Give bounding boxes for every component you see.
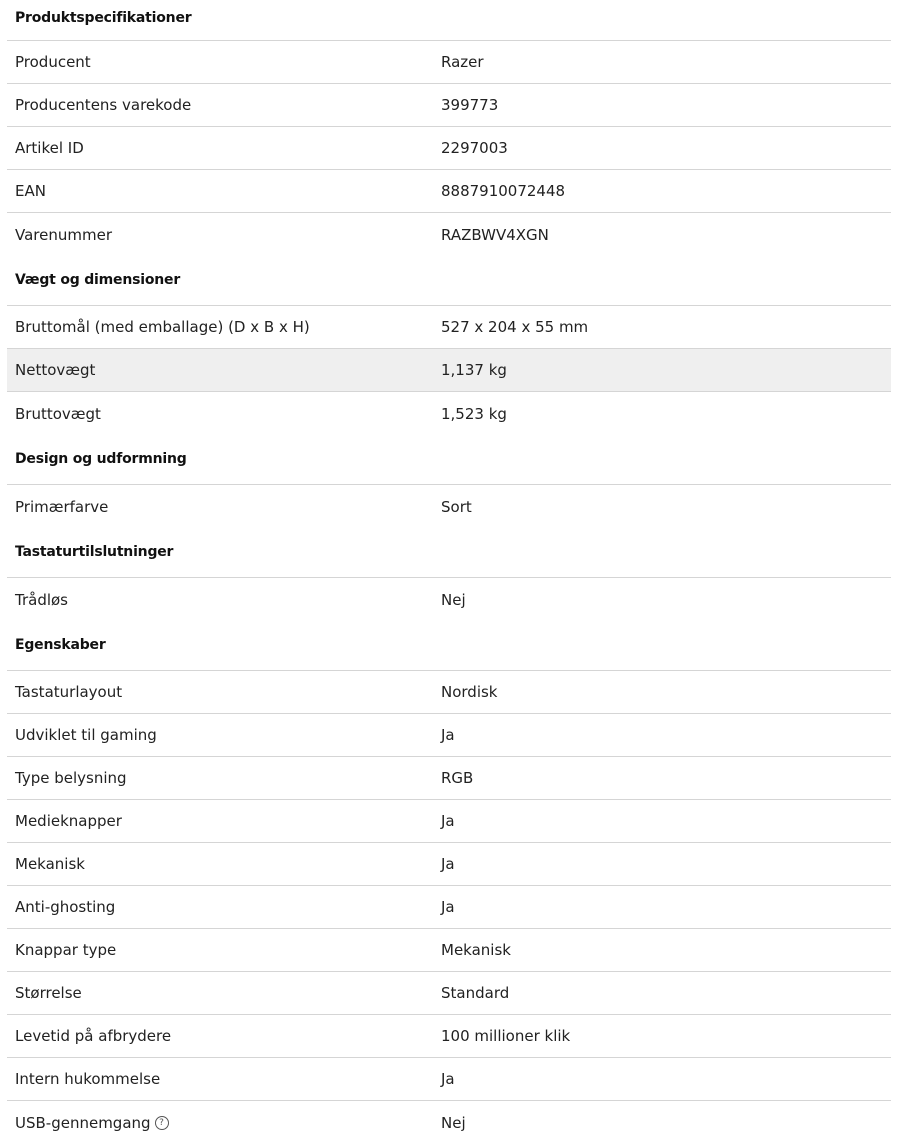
spec-row [7, 485, 891, 528]
spec-value: 527 x 204 x 55 mm [441, 318, 589, 336]
spec-value: Ja [441, 855, 455, 873]
spec-label: Tastaturlayout [15, 683, 123, 701]
spec-row [7, 392, 891, 435]
spec-label: Primærfarve [15, 497, 109, 516]
spec-value: Nej [441, 1113, 466, 1132]
spec-value: Nej [441, 590, 466, 609]
spec-value: Ja [441, 726, 455, 744]
spec-label: Type belysning [15, 769, 127, 787]
spec-row [7, 714, 891, 757]
spec-row [7, 84, 891, 127]
spec-row [7, 929, 891, 972]
spec-row [7, 800, 891, 843]
section-title: Design og udformning [7, 435, 891, 485]
spec-label: Intern hukommelse [15, 1070, 161, 1088]
spec-section-weight-dimensions [7, 256, 891, 435]
spec-row [7, 757, 891, 800]
spec-label: Bruttovægt [15, 404, 101, 423]
spec-label: Bruttomål (med emballage) (D x B x H) [15, 318, 310, 336]
section-title: Produktspecifikationer [7, 0, 891, 41]
spec-row [7, 41, 891, 84]
spec-value: Nordisk [441, 683, 498, 701]
spec-row [7, 1058, 891, 1101]
section-title: Vægt og dimensioner [7, 256, 891, 306]
spec-section-features [7, 621, 891, 1144]
spec-label: Udviklet til gaming [15, 726, 157, 744]
question-circle-icon[interactable]: ? [155, 1116, 169, 1130]
spec-label: Producent [15, 53, 91, 71]
spec-row [7, 886, 891, 929]
spec-value: Mekanisk [441, 941, 511, 959]
spec-value: RAZBWV4XGN [441, 225, 549, 244]
spec-value: 100 millioner klik [441, 1027, 571, 1045]
spec-section-keyboard-connections [7, 528, 891, 621]
spec-value: 399773 [441, 96, 499, 114]
spec-value: Sort [441, 497, 472, 516]
spec-value: Razer [441, 53, 484, 71]
spec-row [7, 1015, 891, 1058]
spec-label: Anti-ghosting [15, 898, 116, 916]
spec-row [7, 213, 891, 256]
spec-label: Medieknapper [15, 812, 122, 830]
spec-label: Knappar type [15, 941, 117, 959]
spec-label-text: USB-gennemgang [15, 1113, 151, 1132]
spec-value: Standard [441, 984, 510, 1002]
spec-row [7, 843, 891, 886]
spec-label: Artikel ID [15, 139, 84, 157]
spec-row-highlighted [7, 349, 891, 392]
spec-label-with-help [7, 1114, 441, 1132]
spec-row [7, 972, 891, 1015]
spec-row [7, 671, 891, 714]
spec-value: 2297003 [441, 139, 508, 157]
section-title: Egenskaber [7, 621, 891, 671]
spec-value: Ja [441, 812, 455, 830]
spec-row [7, 578, 891, 621]
spec-label: Nettovægt [15, 361, 96, 379]
spec-label: Størrelse [15, 984, 82, 1002]
spec-value: 1,523 kg [441, 404, 507, 423]
spec-section-design [7, 435, 891, 528]
spec-value: Ja [441, 1070, 455, 1088]
spec-row [7, 170, 891, 213]
spec-label: Trådløs [15, 590, 68, 609]
spec-label: EAN [15, 182, 46, 200]
spec-label: Producentens varekode [15, 96, 192, 114]
spec-row [7, 306, 891, 349]
spec-row [7, 1101, 891, 1144]
spec-section-product [7, 0, 891, 256]
spec-row [7, 127, 891, 170]
spec-value: Ja [441, 898, 455, 916]
spec-value: 1,137 kg [441, 361, 507, 379]
spec-label: Levetid på afbrydere [15, 1027, 172, 1045]
spec-value: RGB [441, 769, 474, 787]
spec-label: Mekanisk [15, 855, 85, 873]
product-spec-table [7, 0, 891, 1144]
spec-label: Varenummer [15, 225, 112, 244]
section-title: Tastaturtilslutninger [7, 528, 891, 578]
spec-value: 8887910072448 [441, 182, 566, 200]
